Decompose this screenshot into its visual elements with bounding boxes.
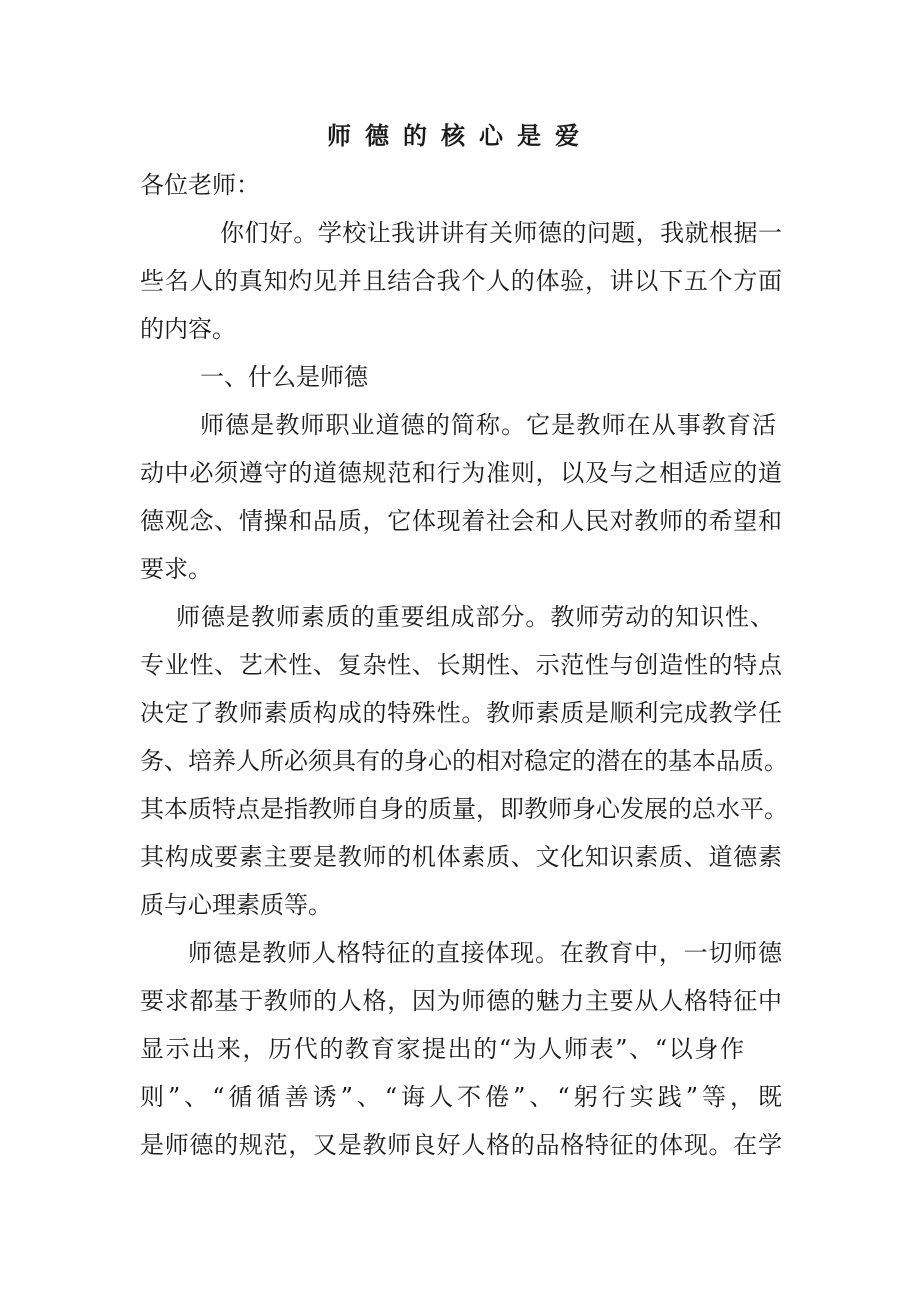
- paragraph-line: 是师德的规范，又是教师良好人格的品格特征的体现。在学: [140, 1131, 782, 1159]
- paragraph-line: 决定了教师素质构成的特殊性。教师素质是顺利完成教学任: [140, 699, 782, 727]
- paragraph-line: 则”、“循循善诱”、“诲人不倦”、“躬行实践”等，既: [140, 1083, 782, 1111]
- paragraph-line: 德观念、情操和品质，它体现着社会和人民对教师的希望和: [140, 507, 782, 535]
- paragraph-line: 专业性、艺术性、复杂性、长期性、示范性与创造性的特点: [140, 651, 782, 679]
- paragraph-line: 其本质特点是指教师自身的质量，即教师身心发展的总水平。: [140, 795, 788, 823]
- paragraph-line: 要求都基于教师的人格，因为师德的魅力主要从人格特征中: [140, 987, 782, 1015]
- paragraph-line: 些名人的真知灼见并且结合我个人的体验，讲以下五个方面: [140, 267, 782, 295]
- paragraph-line: 要求。: [140, 555, 212, 583]
- paragraph-line: 务、培养人所必须具有的身心的相对稳定的潜在的基本品质。: [140, 747, 788, 775]
- paragraph-line: 师德是教师职业道德的简称。它是教师在从事教育活: [200, 411, 776, 439]
- document-title: 师德的核心是爱: [327, 121, 593, 150]
- paragraph-line: 师德是教师素质的重要组成部分。教师劳动的知识性、: [176, 603, 774, 631]
- paragraph-line: 显示出来，历代的教育家提出的“为人师表”、“以身作: [140, 1035, 744, 1063]
- paragraph-line: 的内容。: [140, 315, 236, 343]
- paragraph-line: 你们好。学校让我讲讲有关师德的问题，我就根据一: [220, 219, 782, 247]
- paragraph-line: 其构成要素主要是教师的机体素质、文化知识素质、道德素: [140, 843, 782, 871]
- salutation: 各位老师：: [140, 171, 260, 199]
- section-heading: 一、什么是师德: [200, 363, 368, 391]
- paragraph-line: 动中必须遵守的道德规范和行为准则，以及与之相适应的道: [140, 459, 782, 487]
- paragraph-line: 师德是教师人格特征的直接体现。在教育中，一切师德: [188, 939, 782, 967]
- paragraph-line: 质与心理素质等。: [140, 891, 332, 919]
